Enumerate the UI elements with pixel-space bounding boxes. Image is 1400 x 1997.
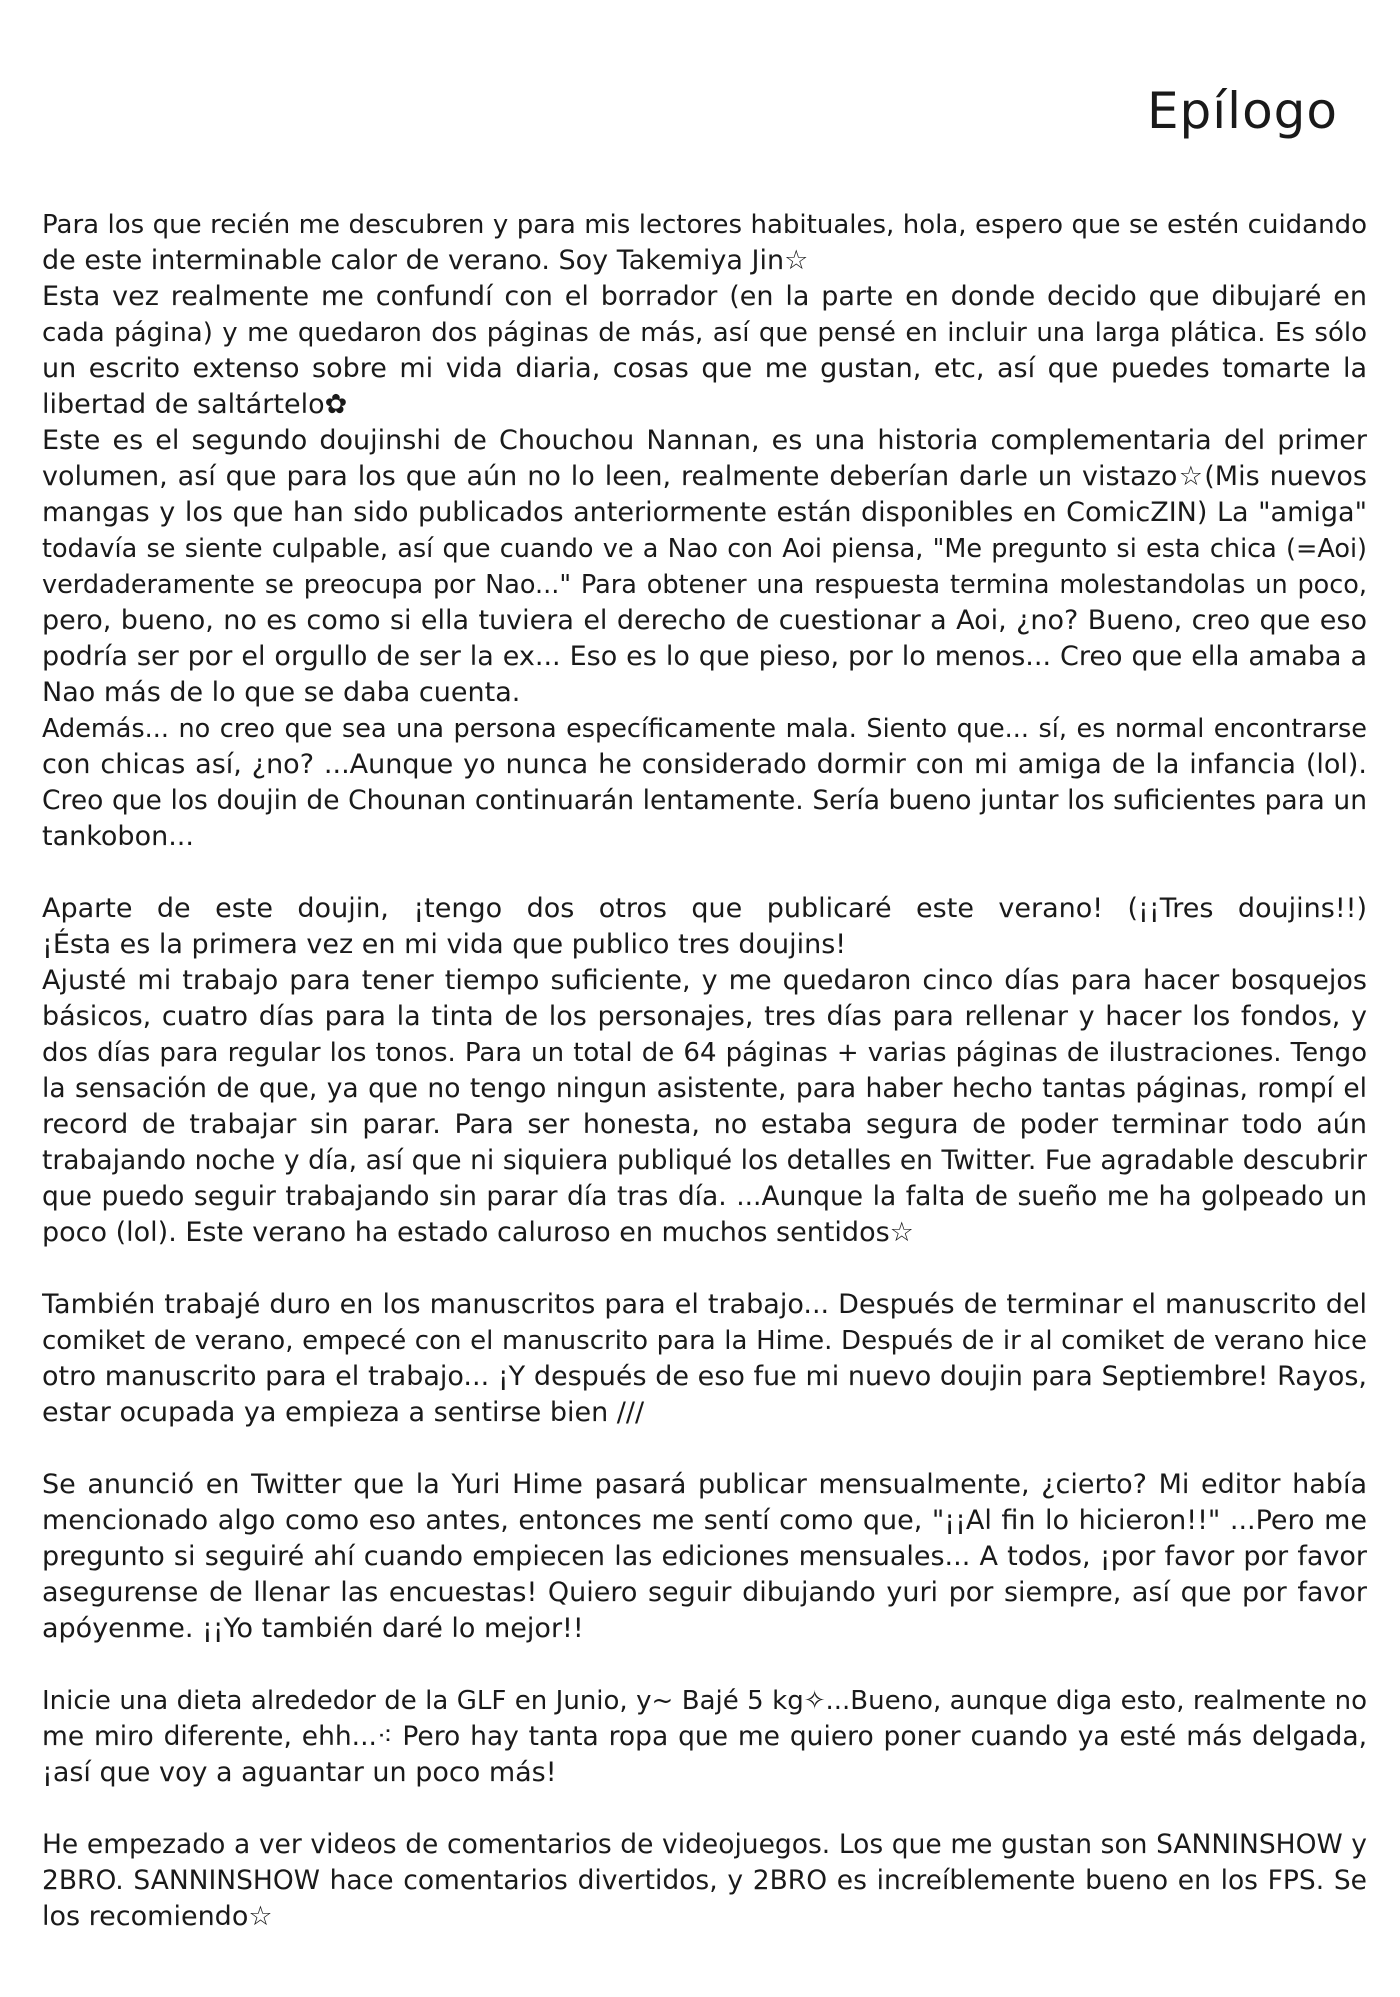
text-line: me miro diferente, ehh...⁖ Pero hay tanta ropa que me quiero poner cuando ya esté más delgada, [42, 1721, 1367, 1752]
text-line: Aparte de este doujin, ¡tengo dos otros que publicaré este verano! (¡¡Tres doujins!!) [42, 893, 1367, 924]
text-line: con chicas así, ¿no? ...Aunque yo nunca he considerado dormir con mi amiga de la infancia (lol). [42, 749, 1367, 780]
text-line: pregunto si seguiré ahí cuando empiecen las ediciones mensuales... A todos, ¡por favor por favor [42, 1541, 1367, 1572]
text-line: mencionado algo como eso antes, entonces me sentí como que, "¡¡Al fin lo hicieron!!" ...Pero me [42, 1505, 1367, 1536]
text-line: trabajando noche y día, así que ni siquiera publiqué los detalles en Twitter. Fue agradable descubrir [42, 1145, 1367, 1176]
text-line: estar ocupada ya empieza a sentirse bien /// [42, 1397, 645, 1428]
text-line: Nao más de lo que se daba cuenta. [42, 677, 521, 708]
text-line: la sensación de que, ya que no tengo ningun asistente, para haber hecho tantas páginas, rompí el [42, 1073, 1367, 1104]
text-line: ¡Ésta es la primera vez en mi vida que publico tres doujins! [42, 929, 847, 960]
text-line: podría ser por el orgullo de ser la ex... Eso es lo que pieso, por lo menos... Creo que ella amaba a [42, 641, 1367, 672]
text-line: Se anunció en Twitter que la Yuri Hime pasará publicar mensualmente, ¿cierto? Mi editor había [42, 1469, 1367, 1500]
paragraph-gap [42, 1791, 1367, 1827]
text-line: otro manuscrito para el trabajo... ¡Y después de eso fue mi nuevo doujin para Septiembre! Rayos, [42, 1361, 1367, 1392]
paragraph-gap [42, 1647, 1367, 1683]
paragraph [42, 207, 1367, 855]
text-line: poco (lol). Este verano ha estado caluroso en muchos sentidos☆ [42, 1217, 914, 1248]
text-line: apóyenme. ¡¡Yo también daré lo mejor!! [42, 1613, 584, 1644]
text-line: pero, bueno, no es como si ella tuviera el derecho de cuestionar a Aoi, ¿no? Bueno, creo que eso [42, 605, 1367, 636]
text-line: de este interminable calor de verano. Soy Takemiya Jin☆ [42, 245, 809, 276]
text-line: Además... no creo que sea una persona específicamente mala. Siento que... sí, es normal encontrarse [42, 714, 1367, 744]
epilogue-body [42, 207, 1367, 1935]
text-line: He empezado a ver videos de comentarios de videojuegos. Los que me gustan son SANNINSHOW y [42, 1829, 1367, 1860]
paragraph [42, 1683, 1367, 1791]
text-line: libertad de saltártelo✿ [42, 389, 348, 420]
paragraph-gap [42, 855, 1367, 891]
text-line: Esta vez realmente me confundí con el borrador (en la parte en donde decido que dibujaré en [42, 281, 1367, 312]
text-line: volumen, así que para los que aún no lo leen, realmente deberían darle un vistazo☆(Mis nuevos [42, 461, 1367, 492]
page-title: Epílogo [1146, 82, 1338, 140]
paragraph-gap [42, 1431, 1367, 1467]
text-line: los recomiendo☆ [42, 1901, 273, 1932]
paragraph [42, 1827, 1367, 1935]
text-line: Ajusté mi trabajo para tener tiempo suficiente, y me quedaron cinco días para hacer bosquejos [42, 965, 1367, 996]
text-line: También trabajé duro en los manuscritos para el trabajo... Después de terminar el manuscrito del [42, 1289, 1367, 1320]
text-line: 2BRO. SANNINSHOW hace comentarios divertidos, y 2BRO es increíblemente bueno en los FPS. Se [42, 1865, 1367, 1896]
text-line: record de trabajar sin parar. Para ser honesta, no estaba segura de poder terminar todo aún [42, 1109, 1367, 1140]
text-line: mangas y los que han sido publicados anteriormente están disponibles en ComicZIN) La "amiga" [42, 497, 1367, 528]
text-line: comiket de verano, empecé con el manuscrito para la Hime. Después de ir al comiket de verano hice [42, 1326, 1367, 1356]
text-line: dos días para regular los tonos. Para un total de 64 páginas + varias páginas de ilustraciones. Tengo [42, 1038, 1367, 1068]
paragraph-gap [42, 1251, 1367, 1287]
text-line: Este es el segundo doujinshi de Chouchou Nannan, es una historia complementaria del primer [42, 425, 1367, 456]
paragraph [42, 891, 1367, 1251]
text-line: un escrito extenso sobre mi vida diaria, cosas que me gustan, etc, así que puedes tomarte la [42, 353, 1367, 384]
text-line: todavía se siente culpable, así que cuando ve a Nao con Aoi piensa, "Me pregunto si esta chica (=Aoi) [42, 534, 1367, 564]
text-line: verdaderamente se preocupa por Nao..." Para obtener una respuesta termina molestandolas un poco, [42, 570, 1367, 600]
paragraph [42, 1467, 1367, 1647]
paragraph [42, 1287, 1367, 1431]
text-line: cada página) y me quedaron dos páginas de más, así que pensé en incluir una larga plática. Es sólo [42, 318, 1367, 348]
text-line: Creo que los doujin de Chounan continuarán lentamente. Sería bueno juntar los suficientes para un [42, 785, 1367, 816]
text-line: asegurense de llenar las encuestas! Quiero seguir dibujando yuri por siempre, así que por favor [42, 1577, 1367, 1608]
text-line: ¡así que voy a aguantar un poco más! [42, 1757, 557, 1788]
text-line: tankobon... [42, 821, 194, 852]
text-line: Para los que recién me descubren y para mis lectores habituales, hola, espero que se estén cuidando [42, 210, 1367, 240]
text-line: básicos, cuatro días para la tinta de los personajes, tres días para rellenar y hacer los fondos, y [42, 1001, 1367, 1032]
text-line: que puedo seguir trabajando sin parar día tras día. ...Aunque la falta de sueño me ha golpeado un [42, 1181, 1367, 1212]
text-line: Inicie una dieta alrededor de la GLF en Junio, y~ Bajé 5 kg✧...Bueno, aunque diga esto, realmente no [42, 1686, 1367, 1716]
